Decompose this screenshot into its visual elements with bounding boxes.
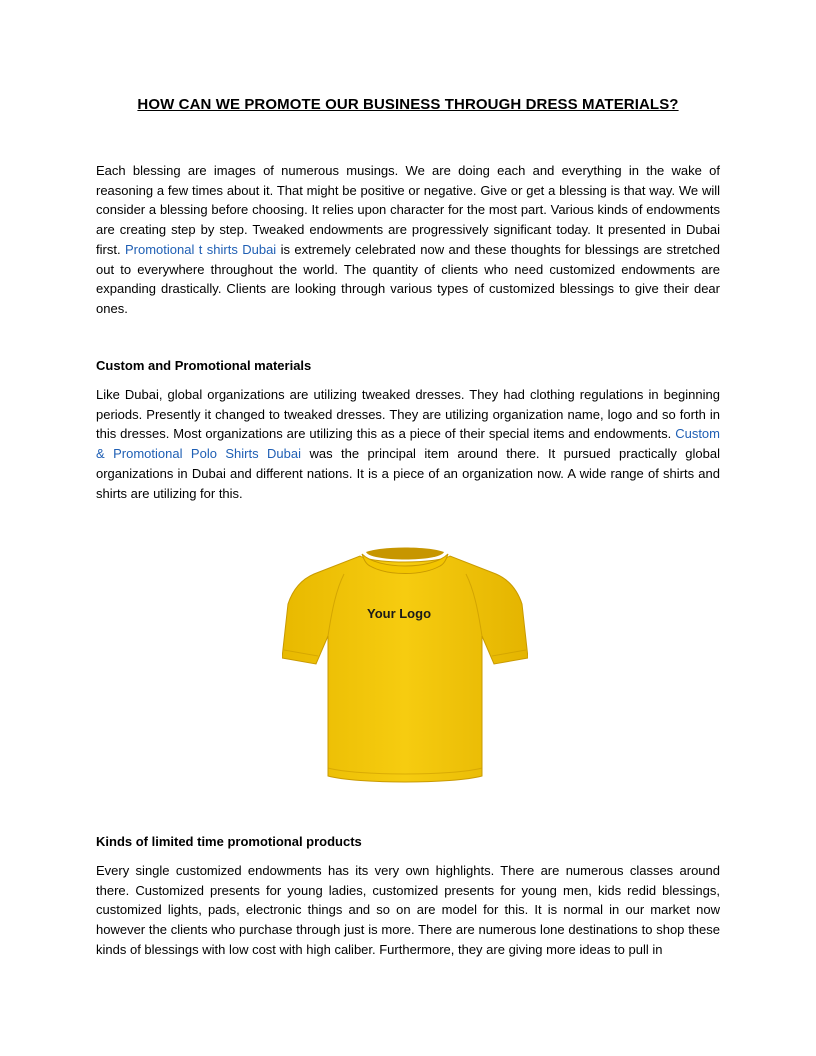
polo-shirts-link[interactable]: Custom & Promotional Polo Shirts Dubai <box>96 426 720 462</box>
section-heading-limited-time: Kinds of limited time promotional products <box>96 834 362 849</box>
section1-text-end: was the principal item around there. It pursued practically global organizations in Dubai and different nations. It is a piece of an organization now. A wide range of shirts and shirts are utilizing for this. <box>96 446 720 501</box>
section1-text-start: Like Dubai, global organizations are utilizing tweaked dresses. They had clothing regulations in beginning periods. Presently it changed to tweaked dresses. They are utilizing organization name, logo and so forth in this dresses. Most organizations are utilizing this as a piece of their special items and endowments. <box>96 387 720 442</box>
intro-paragraph <box>96 161 720 319</box>
limited-time-paragraph: Every single customized endowments has its very own highlights. There are numerous classes around there. Customized presents for young ladies, customized presents for young men, kids redid blessings, customized lights, pads, electronic things and so on are model for this. It is normal in our market now however the clients who purchase through just is more. There are numerous lone destinations to shop these kinds of blessings with low cost with high caliber. Furthermore, they are giving more ideas to pull in <box>96 863 720 957</box>
tshirt-image <box>282 540 528 788</box>
intro-text-start: Each blessing are images of numerous musings. We are doing each and everything in the wake of reasoning a few times about it. That might be positive or negative. Give or get a blessing is that way. We will consider a blessing before choosing. It relies upon character for the most part. Various kinds of endowments are creating step by step. Tweaked endowments are progressively significant today. It presented in Dubai first. <box>96 163 720 257</box>
promotional-tshirts-link[interactable]: Promotional t shirts Dubai <box>124 241 277 257</box>
section-heading-custom-promotional: Custom and Promotional materials <box>96 358 312 373</box>
yellow-tshirt-icon <box>282 540 528 788</box>
intro-text-end: is extremely celebrated now and these thoughts for blessings are stretched out to everywhere throughout the world. The quantity of clients who need customized endowments are expanding drastically. Clients are looking through various types of customized blessings to give their dear ones. <box>96 241 720 316</box>
logo-placeholder-text: Your Logo <box>366 606 432 621</box>
document-title: HOW CAN WE PROMOTE OUR BUSINESS THROUGH DRESS MATERIALS? <box>137 96 679 113</box>
custom-materials-paragraph <box>96 385 720 503</box>
